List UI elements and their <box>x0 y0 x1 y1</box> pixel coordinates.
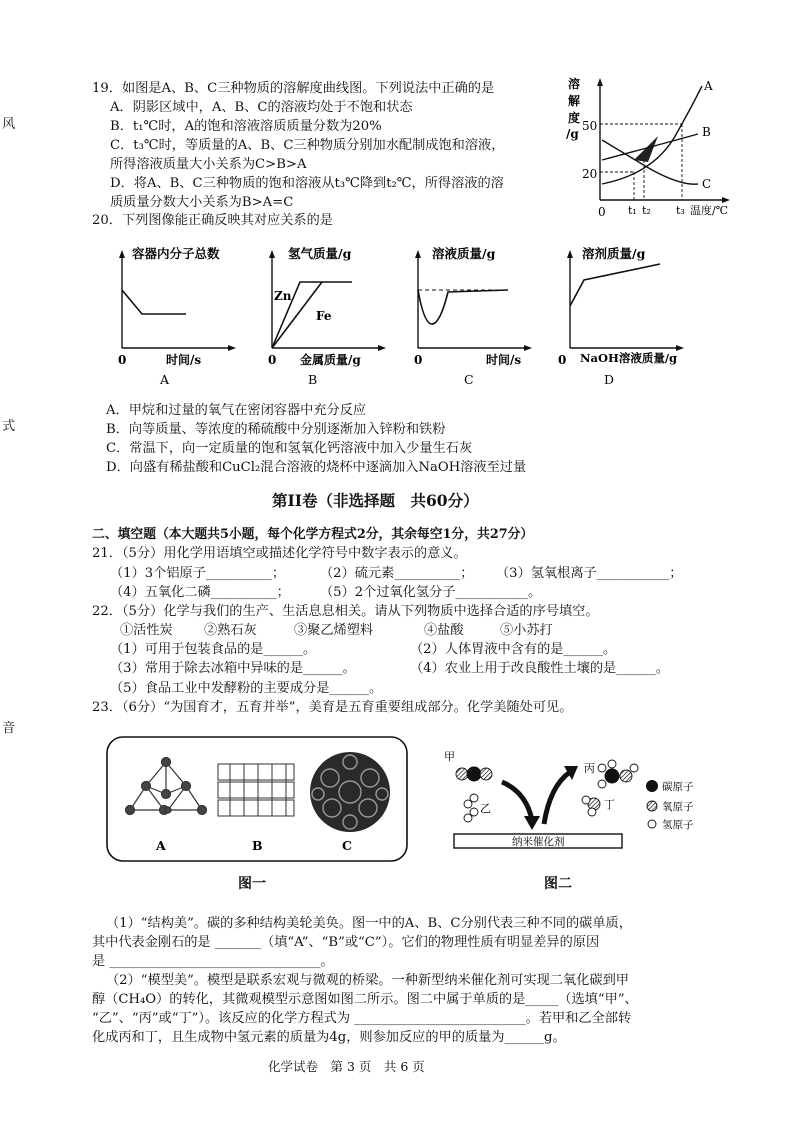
legend-hydrogen: 氢原子 <box>662 819 694 831</box>
q19-option-b: B．t₁℃时，A的饱和溶液溶质质量分数为20% <box>110 119 382 134</box>
q22-option: ①活性炭 <box>120 623 173 638</box>
q19-option-a: A．阴影区域中，A、B、C的溶液均处于不饱和状态 <box>110 100 413 115</box>
figure-1-carbon-structures <box>106 736 408 862</box>
q21-item1: （1）3个铝原子__________； <box>110 566 286 581</box>
margin-mark: 式 <box>2 419 16 434</box>
figure-2-caption: 图二 <box>544 876 572 892</box>
chart-xlabel: 温度/℃ <box>690 204 729 217</box>
fig2-yi-label: 乙 <box>480 802 491 815</box>
graph-b <box>262 240 392 390</box>
q23-part2-line2: 醇（CH₄O）的转化，其微观模型示意图如图二所示。图二中属于单质的是_____（选填“甲”、 <box>92 992 638 1007</box>
fig2-jia-label: 甲 <box>444 750 455 763</box>
fullerene-structure-icon <box>310 752 390 832</box>
q22-part5: （5）食品工业中发酵粉的主要成分是______。 <box>110 681 383 696</box>
q19-option-c: C．t₃℃时，等质量的A、B、C三种物质分别加水配制成饱和溶液， <box>110 138 505 153</box>
water-molecule-icon <box>582 796 600 816</box>
graphite-structure-icon <box>218 764 294 816</box>
part2-heading: 第II卷（非选择题 共60分） <box>272 491 479 510</box>
q23-stem: 23．（6分）“为国育才，五育并举”，美育是五育重要组成部分。化学美随处可见。 <box>92 700 573 715</box>
margin-mark: 音 <box>2 721 16 736</box>
fig1-label-b: B <box>252 838 263 853</box>
q20-option-c: C．常温下，向一定质量的饱和氢氧化钙溶液中加入少量生石灰 <box>106 441 473 456</box>
graph-b-xlabel: 金属质量/g <box>300 353 361 367</box>
methanol-molecule-icon <box>598 760 638 788</box>
q22-part4: （4）农业上用于改良酸性土壤的是______。 <box>410 661 669 676</box>
graph-d-origin: 0 <box>558 353 567 367</box>
q22-part1: （1）可用于包装食品的是______。 <box>110 642 317 657</box>
graph-c-line <box>418 290 508 324</box>
legend-carbon: 碳原子 <box>662 781 694 793</box>
graph-c-letter: C <box>464 372 474 387</box>
chart-ylabel: 解 <box>568 94 581 108</box>
q22-stem: 22．（5分）化学与我们的生产、生活息息相关。请从下列物质中选择合适的序号填空。 <box>92 604 599 619</box>
legend-oxygen: 氧原子 <box>662 801 694 813</box>
q20-option-d: D．向盛有稀盐酸和CuCl₂混合溶液的烧杯中逐滴加入NaOH溶液至过量 <box>106 460 527 475</box>
q21-item4: （4）五氧化二磷__________； <box>110 585 290 600</box>
graph-c-title: 溶液质量/g <box>432 246 496 261</box>
graph-d-letter: D <box>604 372 615 387</box>
chart-ylabel: 溶 <box>568 77 581 91</box>
graph-c-xlabel: 时间/s <box>486 353 522 367</box>
shaded-region <box>634 136 658 162</box>
label-c: C <box>702 177 712 191</box>
fig2-catalyst-label: 纳米催化剂 <box>512 836 565 848</box>
q19-option-d: D．将A、B、C三种物质的饱和溶液从t₃℃降到t₂℃，所得溶液的溶 <box>110 176 504 191</box>
q21-item3: （3）氢氧根离子___________； <box>496 566 683 581</box>
graph-a-xlabel: 时间/s <box>166 353 202 367</box>
solubility-chart <box>562 74 738 222</box>
figure-1-caption: 图一 <box>238 876 266 892</box>
fig1-label-c: C <box>342 838 352 853</box>
q19-stem: 19．如图是A、B、C三种物质的溶解度曲线图。下列说法中正确的是 <box>92 81 495 96</box>
q23-part1-line2: 其中代表金刚石的是 _______（填“A”、“B”或“C”）。它们的物理性质有明显差异的原因 <box>92 935 600 950</box>
graph-b-title: 氢气质量/g <box>288 246 352 261</box>
graph-c-origin: 0 <box>414 353 423 367</box>
q23-part2-line4: 化成丙和丁，且生成物中氢元素的质量为4g，则参加反应的甲的质量为______g。 <box>92 1030 566 1045</box>
co2-molecule-icon <box>456 767 492 781</box>
q22-option: ⑤小苏打 <box>500 623 553 638</box>
graph-d <box>560 240 700 390</box>
graph-a-line <box>122 290 186 314</box>
chart-ylabel: 度 <box>568 111 581 125</box>
q23-part2-line1: （2）“模型美”。模型是联系宏观与微观的桥梁。一种新型纳米催化剂可实现二氧化碳到甲 <box>106 973 629 988</box>
h2-molecule-icon <box>464 794 478 822</box>
page-footer: 化学试卷 第 3 页 共 6 页 <box>268 1059 425 1074</box>
origin: 0 <box>598 205 606 219</box>
graph-c <box>408 240 538 390</box>
q22-option: ③聚乙烯塑料 <box>294 623 374 638</box>
graph-a-origin: 0 <box>118 353 127 367</box>
graph-d-line <box>570 264 660 306</box>
tick-t1: t₁ <box>628 204 637 217</box>
q19-option-d-cont: 质质量分数大小关系为B>A=C <box>110 195 294 210</box>
graph-b-zn-label: Zn <box>274 289 292 303</box>
oxygen-atom-icon <box>647 801 657 811</box>
graph-d-xlabel: NaOH溶液质量/g <box>580 351 678 365</box>
q20-stem: 20．下列图像能正确反映其对应关系的是 <box>92 213 333 228</box>
chart-ylabel: /g <box>566 127 579 141</box>
q23-part1-line1: （1）“结构美”。碳的多种结构美轮美奂。图一中的A、B、C分别代表三种不同的碳单质， <box>106 916 632 931</box>
section2-heading: 二、填空题（本大题共5小题，每个化学方程式2分，其余每空1分，共27分） <box>92 527 534 542</box>
q20-option-a: A．甲烷和过量的氧气在密闭容器中充分反应 <box>106 403 367 418</box>
q20-option-b: B．向等质量、等浓度的稀硫酸中分别逐渐加入锌粉和铁粉 <box>106 422 446 437</box>
graph-a-title: 容器内分子总数 <box>132 246 220 261</box>
graph-a-letter: A <box>160 372 170 387</box>
q21-item2: （2）硫元素__________； <box>320 566 474 581</box>
tick-50: 50 <box>582 119 598 133</box>
arrow-up-icon <box>544 772 570 824</box>
fig2-ding-label: 丁 <box>604 798 615 811</box>
q22-part3: （3）常用于除去冰箱中异味的是______。 <box>110 661 356 676</box>
fig2-bing-label: 丙 <box>584 762 595 775</box>
fig1-label-a: A <box>156 838 166 853</box>
q21-stem: 21．（5分）用化学用语填空或描述化学符号中数字表示的意义。 <box>92 546 467 561</box>
q21-item5: （5）2个过氧化氢分子___________。 <box>320 585 542 600</box>
arrow-down-icon <box>502 782 532 820</box>
q19-option-c-cont: 所得溶液质量大小关系为C>B>A <box>110 157 307 172</box>
carbon-atom-icon <box>646 780 658 792</box>
graph-d-title: 溶剂质量/g <box>582 246 646 261</box>
graph-a <box>112 240 242 390</box>
q22-option: ④盐酸 <box>424 623 464 638</box>
label-b: B <box>702 125 711 139</box>
q23-part2-line3: “乙”、“丙”或“丁”）。该反应的化学方程式为 __________________________。若甲和乙全部转 <box>92 1011 632 1026</box>
label-a: A <box>704 79 713 93</box>
tick-t2: t₂ <box>642 204 651 217</box>
tick-20: 20 <box>582 167 598 181</box>
diamond-structure-icon <box>126 758 207 815</box>
hydrogen-atom-icon <box>648 820 656 828</box>
graph-b-origin: 0 <box>268 353 277 367</box>
margin-mark: 风 <box>2 117 16 132</box>
q22-option: ②熟石灰 <box>204 623 257 638</box>
figure-2-reaction-model <box>440 742 710 854</box>
graph-b-letter: B <box>308 372 318 387</box>
tick-t3: t₃ <box>676 204 685 217</box>
graph-b-fe-label: Fe <box>316 309 332 323</box>
q23-part1-line3: 是 ________________________________。 <box>92 954 334 969</box>
q22-part2: （2）人体胃液中含有的是______。 <box>410 642 617 657</box>
